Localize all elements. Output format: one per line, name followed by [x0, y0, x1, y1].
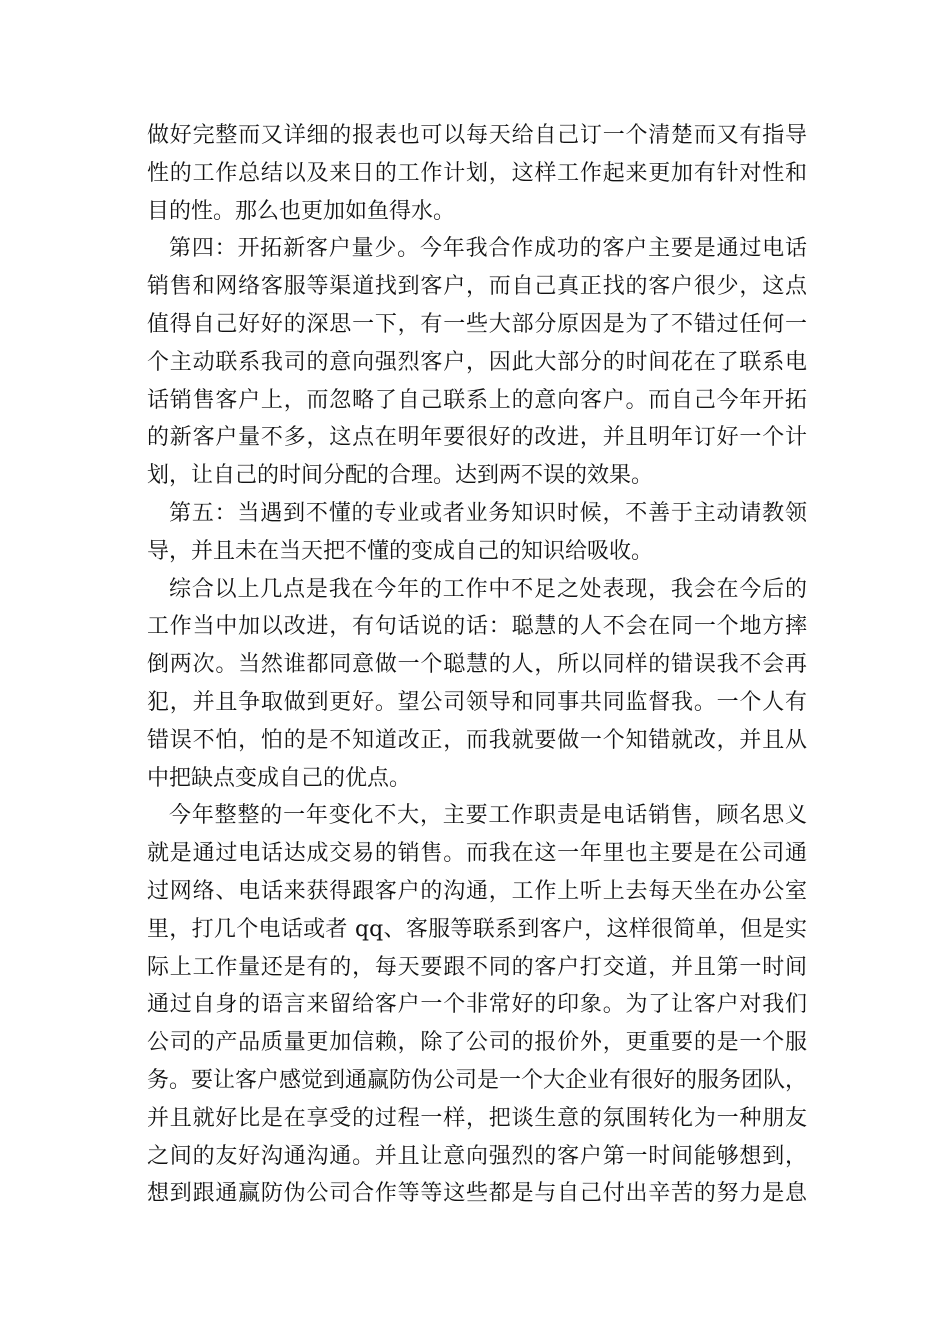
text-line: 的新客户量不多，这点在明年要很好的改进，并且明年订好一个计 — [147, 425, 807, 451]
text-line: 公司的产品质量更加信赖，除了公司的报价外，更重要的是一个服 — [147, 1030, 807, 1056]
text-line: 际上工作量还是有的，每天要跟不同的客户打交道，并且第一时间 — [147, 954, 807, 980]
text-line: 划，让自己的时间分配的合理。达到两不误的效果。 — [147, 463, 654, 489]
paragraph-5 — [147, 797, 807, 1213]
text-line: 第五：当遇到不懂的专业或者业务知识时候，不善于主动请教领 — [169, 500, 807, 526]
text-line: 个主动联系我司的意向强烈客户，因此大部分的时间花在了联系电 — [147, 349, 807, 375]
paragraph-1 — [147, 117, 807, 230]
text-line: 中把缺点变成自己的优点。 — [147, 765, 412, 791]
text-line: 犯，并且争取做到更好。望公司领导和同事共同监督我。一个人有 — [147, 689, 807, 715]
text-line: 通过自身的语言来留给客户一个非常好的印象。为了让客户对我们 — [147, 992, 807, 1018]
text-line: 并且就好比是在享受的过程一样，把谈生意的氛围转化为一种朋友 — [147, 1105, 807, 1131]
paragraph-2 — [147, 230, 807, 495]
text-line: 就是通过电话达成交易的销售。而我在这一年里也主要是在公司通 — [147, 841, 807, 867]
text-line: 销售和网络客服等渠道找到客户，而自己真正找的客户很少，这点 — [147, 274, 807, 300]
text-line: 错误不怕，怕的是不知道改正，而我就要做一个知错就改，并且从 — [147, 727, 807, 753]
text-line: 第四：开拓新客户量少。今年我合作成功的客户主要是通过电话 — [169, 236, 807, 262]
text-line: 性的工作总结以及来日的工作计划，这样工作起来更加有针对性和 — [147, 160, 807, 186]
text-line: 工作当中加以改进，有句话说的话：聪慧的人不会在同一个地方摔 — [147, 614, 807, 640]
text-line: 之间的友好沟通沟通。并且让意向强烈的客户第一时间能够想到， — [147, 1143, 807, 1169]
paragraph-4 — [147, 571, 807, 798]
text-line: 今年整整的一年变化不大，主要工作职责是电话销售，顾名思义 — [169, 803, 807, 829]
text-line: 目的性。那么也更加如鱼得水。 — [147, 198, 456, 224]
text-line: 综合以上几点是我在今年的工作中不足之处表现，我会在今后的 — [169, 576, 807, 602]
document-body — [147, 117, 807, 1213]
text-line: 值得自己好好的深思一下，有一些大部分原因是为了不错过任何一 — [147, 311, 807, 337]
text-line: 想到跟通赢防伪公司合作等等这些都是与自己付出辛苦的努力是息 — [147, 1181, 807, 1207]
text-line: 倒两次。当然谁都同意做一个聪慧的人，所以同样的错误我不会再 — [147, 652, 807, 678]
text-line: 里，打几个电话或者 qq、客服等联系到客户，这样很简单，但是实 — [147, 916, 807, 942]
text-line: 话销售客户上，而忽略了自己联系上的意向客户。而自己今年开拓 — [147, 387, 807, 413]
text-line: 过网络、电话来获得跟客户的沟通，工作上听上去每天坐在办公室 — [147, 878, 807, 904]
paragraph-3 — [147, 495, 807, 571]
text-line: 做好完整而又详细的报表也可以每天给自己订一个清楚而又有指导 — [147, 123, 807, 148]
text-line: 导，并且未在当天把不懂的变成自己的知识给吸收。 — [147, 538, 654, 564]
text-line: 务。要让客户感觉到通赢防伪公司是一个大企业有很好的服务团队， — [147, 1067, 808, 1093]
